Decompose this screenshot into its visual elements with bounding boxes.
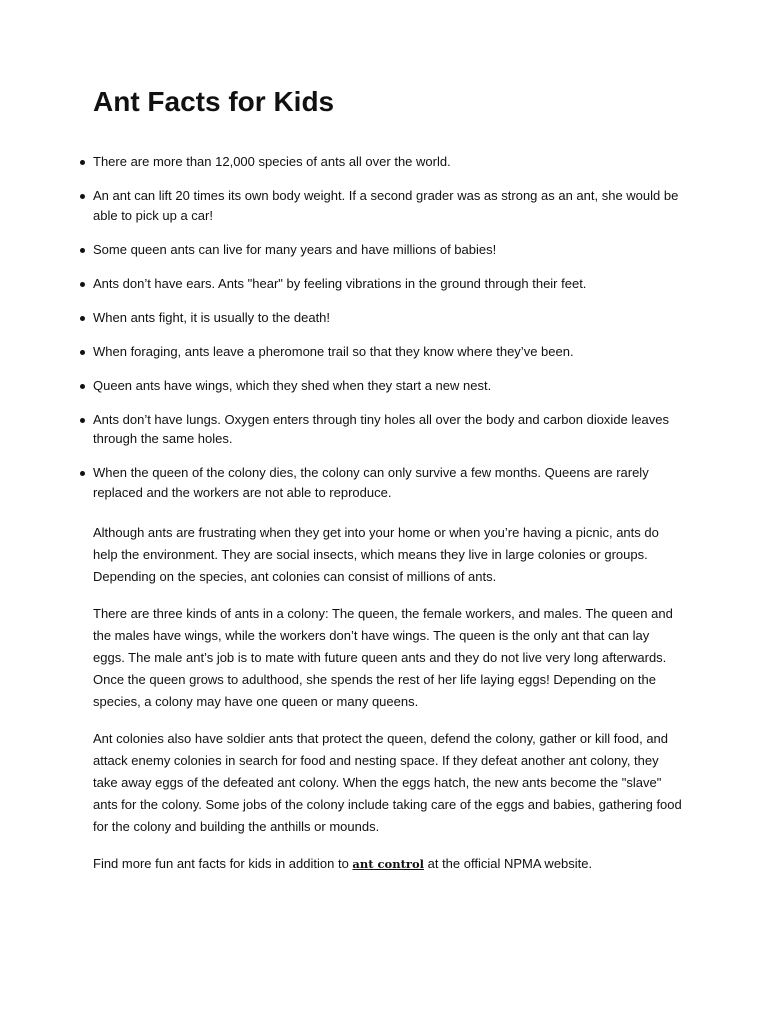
list-item	[93, 186, 683, 225]
bullet-icon	[80, 350, 85, 355]
fact-text: Ants don’t have lungs. Oxygen enters through tiny holes all over the body and carbon dioxide leaves through the same holes.	[93, 411, 669, 446]
fact-text: An ant can lift 20 times its own body weight. If a second grader was as strong as an ant, she would be able to pick up a car!	[93, 188, 679, 223]
list-item	[93, 463, 683, 502]
closing-text-after: at the official NPMA website.	[424, 856, 593, 872]
fact-text: When foraging, ants leave a pheromone trail so that they know where they’ve been.	[93, 343, 574, 359]
list-item	[93, 274, 683, 294]
paragraph-soldier-ants: Ant colonies also have soldier ants that protect the queen, defend the colony, gather or kill food, and attack enemy colonies in search for food and nesting space. If they defeat another ant colony, they take away eggs of the defeated ant colony. When the eggs hatch, the new ants become the "slave" ants for the colony. Some jobs of the colony include taking care of the eggs and babies, gathering food for the colony and building the anthills or mounds.	[93, 731, 682, 834]
bullet-icon	[80, 384, 85, 389]
ant-control-link[interactable]: ant control	[352, 857, 424, 872]
list-item	[93, 342, 683, 362]
list-item	[93, 152, 683, 172]
list-item	[93, 308, 683, 328]
paragraph-colony-kinds: There are three kinds of ants in a colony: The queen, the female workers, and males. The queen and the males have wings, while the workers don’t have wings. The queen is the only ant that can lay eggs. The male ant’s job is to mate with future queen ants and they do not live very long afterwards. Once the queen grows to adulthood, she spends the rest of her life laying eggs! Depending on the species, a colony may have one queen or many queens.	[93, 606, 673, 709]
bullet-icon	[80, 248, 85, 253]
fact-text: There are more than 12,000 species of ants all over the world.	[93, 154, 451, 169]
facts-list	[93, 152, 683, 517]
bullet-icon	[80, 282, 85, 287]
paragraph-closing	[93, 853, 683, 876]
bullet-icon	[80, 471, 85, 476]
bullet-icon	[80, 160, 85, 165]
bullet-icon	[80, 418, 85, 423]
fact-text: Some queen ants can live for many years and have millions of babies!	[93, 241, 497, 257]
fact-text: Ants don’t have ears. Ants "hear" by feeling vibrations in the ground through their feet.	[93, 275, 587, 291]
closing-text-before: Find more fun ant facts for kids in addition to	[93, 856, 353, 872]
page-title: Ant Facts for Kids	[93, 86, 335, 117]
list-item	[93, 240, 683, 260]
fact-text: When ants fight, it is usually to the death!	[93, 309, 331, 325]
paragraph-environment: Although ants are frustrating when they get into your home or when you’re having a picnic, ants do help the environment. They are social insects, which means they live in large colonies or groups. Depending on the species, ant colonies can consist of millions of ants.	[93, 525, 659, 584]
bullet-icon	[80, 194, 85, 199]
fact-text: Queen ants have wings, which they shed when they start a new nest.	[93, 377, 492, 393]
list-item	[93, 410, 683, 449]
list-item	[93, 376, 683, 396]
fact-text: When the queen of the colony dies, the colony can only survive a few months. Queens are rarely replaced and the workers are not able to reproduce.	[93, 465, 649, 500]
body-paragraphs	[93, 522, 683, 892]
bullet-icon	[80, 316, 85, 321]
